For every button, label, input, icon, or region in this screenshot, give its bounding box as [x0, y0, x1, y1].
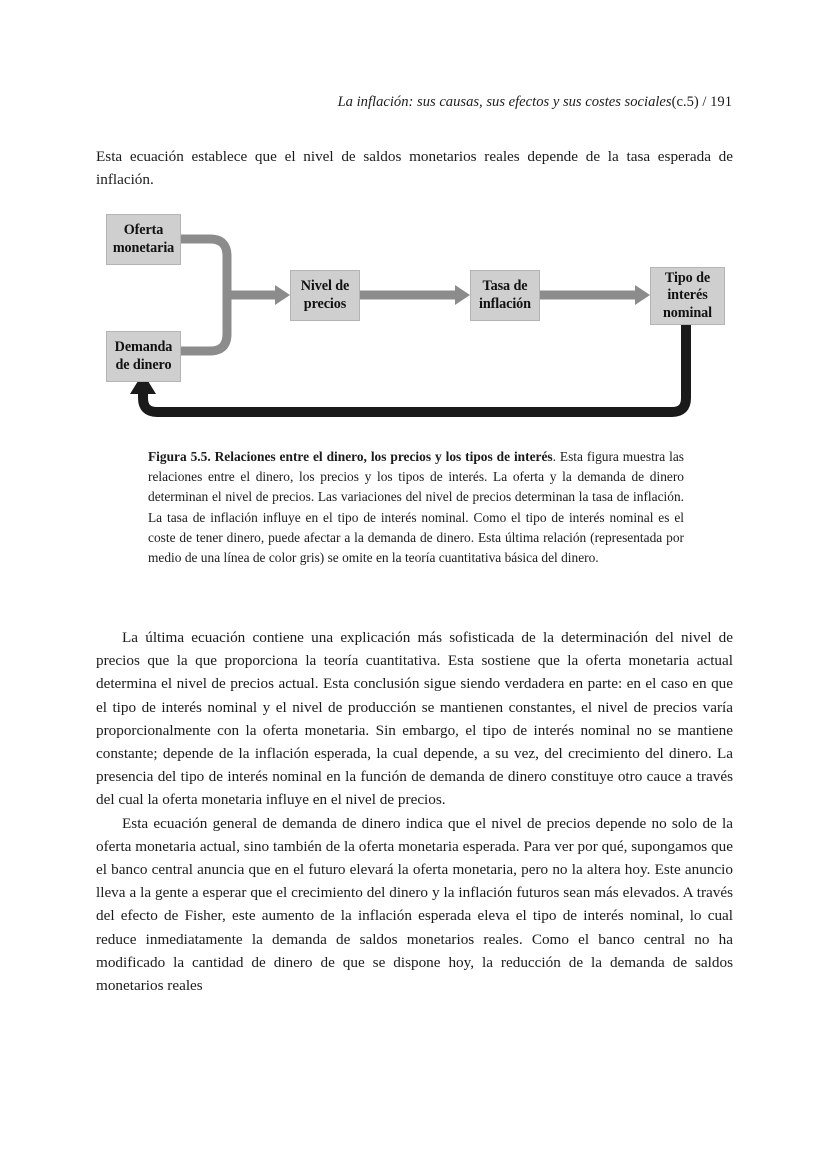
figure-box-demanda-line2: de dinero: [115, 356, 172, 373]
figure-caption-label: Figura 5.5. Relaciones entre el dinero, los precios y los tipos de interés: [148, 449, 553, 464]
figure-box-tipo-de-interes-nominal: [650, 267, 725, 325]
figure-box-oferta-line1: Oferta: [123, 221, 164, 238]
figure-box-nivel-line2: precios: [303, 295, 347, 312]
page-number: 191: [710, 94, 732, 110]
figure-box-oferta-monetaria: [106, 214, 181, 265]
body-paragraph-2: Esta ecuación general de demanda de dinero indica que el nivel de precios depende no solo de la oferta monetaria actual, sino también de la oferta monetaria esperada. Para ver por qué, supongamos que el banco central anuncia que en el futuro elevará la oferta monetaria, pero no la altera hoy. Este anuncio lleva a la gente a esperar que el crecimiento del dinero y la inflación futuros sean más elevados. A través del efecto de Fisher, este aumento de la inflación esperada eleva el tipo de interés nominal, lo cual reduce inmediatamente la demanda de saldos monetarios reales. Como el banco central no ha modificado la cantidad de dinero de que se dispone hoy, la reducción de la demanda de saldos monetarios reales: [96, 814, 733, 995]
running-head-chapter: (c.5): [671, 94, 699, 110]
gray-merge-arrow: [227, 285, 290, 305]
figure-box-nivel-de-precios: [290, 270, 360, 321]
figure-caption: [148, 447, 684, 568]
figure-box-demanda-line1: Demanda: [114, 338, 173, 355]
black-feedback-loop: [143, 325, 686, 412]
figure-box-demanda-de-dinero: [106, 331, 181, 382]
figure-box-tipo-line2: interés: [667, 287, 708, 304]
figure-box-tasa-de-inflacion: [470, 270, 540, 321]
figure-caption-body: . Esta figura muestra las relaciones entre el dinero, los precios y los tipos de interés. La oferta y la demanda de dinero determinan el nivel de precios. Las variaciones del nivel de precios determinan la tasa de inflación. La tasa de inflación influye en el tipo de interés nominal. Como el tipo de interés nominal es el coste de tener dinero, puede afectar a la demanda de dinero. Esta última relación (representada por medio de una línea de color gris) se omite en la teoría cuantitativa básica del dinero.: [148, 449, 684, 566]
figure-box-nivel-line1: Nivel de: [300, 277, 350, 294]
running-head-title: La inflación: sus causas, sus efectos y sus costes sociales: [337, 94, 672, 110]
figure-box-tasa-line1: Tasa de: [482, 277, 528, 294]
figure-box-oferta-line2: monetaria: [112, 239, 175, 256]
arrow-nivel-to-tasa: [360, 285, 470, 305]
gray-bracket-connector: [181, 239, 227, 351]
running-head: [96, 92, 732, 112]
body-text-block: [96, 626, 733, 997]
figure-box-tipo-line3: nominal: [663, 304, 712, 321]
arrow-tasa-to-tipo: [540, 285, 650, 305]
figure-box-tipo-line1: Tipo de: [664, 269, 711, 286]
body-paragraph-1: La última ecuación contiene una explicación más sofisticada de la determinación del nivel de precios que la que proporciona la teoría cuantitativa. Esta sostiene que la oferta monetaria actual determina el nivel de precios actual. Esta conclusión sigue siendo verdadera en parte: en el caso en que el tipo de interés nominal y el nivel de producción se mantienen constantes, el nivel de precios varía proporcionalmente con la oferta monetaria. Sin embargo, el tipo de interés nominal no se mantiene constante; depende de la inflación esperada, la cual depende, a su vez, del crecimiento del dinero. La presencia del tipo de interés nominal en la función de demanda de dinero constituye otro cauce a través del cual la oferta monetaria influye en el nivel de precios.: [96, 629, 733, 809]
figure-box-tasa-line2: inflación: [479, 295, 531, 312]
intro-paragraph: Esta ecuación establece que el nivel de saldos monetarios reales depende de la tasa esperada de inflación.: [96, 148, 733, 189]
running-head-separator: /: [702, 94, 707, 110]
intro-paragraph-block: [96, 145, 733, 191]
black-feedback-arrowhead: [130, 373, 156, 394]
